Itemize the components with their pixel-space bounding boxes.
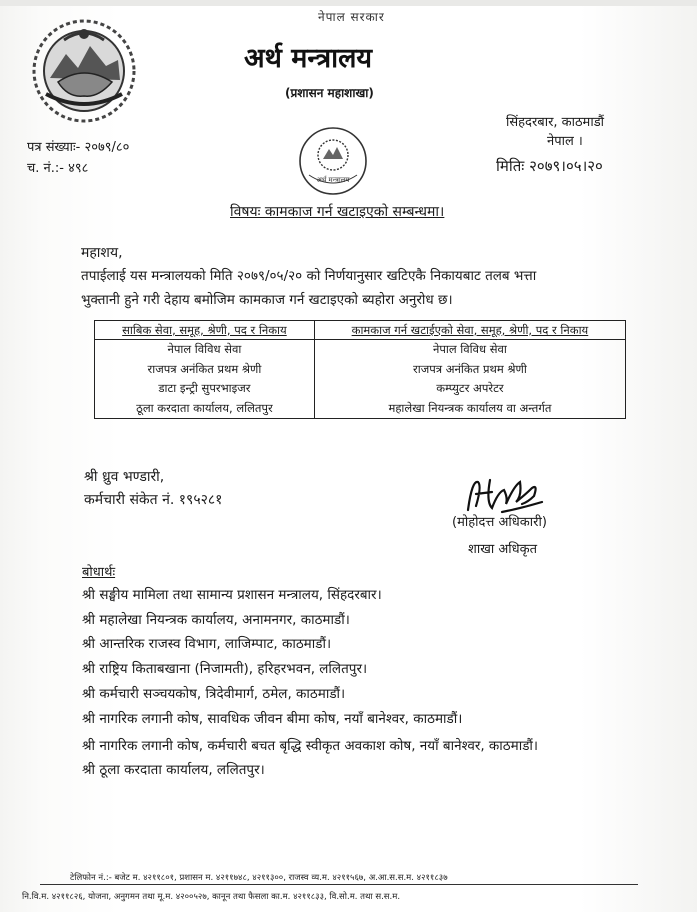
table-cell: नेपाल विविध सेवा <box>314 340 625 360</box>
nepal-emblem-icon <box>28 16 140 126</box>
ministry-seal-icon <box>297 125 369 197</box>
column-header-assigned: कामकाज गर्न खटाईएको सेवा, समूह, श्रेणी, पद र निकाय <box>314 321 625 340</box>
table-cell: नेपाल विविध सेवा <box>95 340 315 360</box>
svg-text:अर्थ मन्त्रालय: अर्थ मन्त्रालय <box>316 176 350 184</box>
table-row <box>95 379 626 399</box>
signatory-name: (मोहोदत्त अधिकारी) <box>452 515 547 530</box>
column-header-previous: साबिक सेवा, समूह, श्रेणी, पद र निकाय <box>95 321 315 340</box>
address-line-1: सिंहदरबार, काठमाडौं <box>506 115 605 130</box>
cc-item: श्री कर्मचारी सञ्चयकोष, त्रिदेवीमार्ग, ठमेल, काठमाडौं। <box>82 686 346 702</box>
letter-date: मितिः २०७९।०५।२० <box>496 157 603 175</box>
table-row <box>95 399 626 419</box>
recipient-employee-code: कर्मचारी संकेत नं. १९५२८१ <box>84 492 223 508</box>
address-line-2: नेपाल । <box>547 134 583 149</box>
table-row <box>95 360 626 380</box>
cc-item: श्री आन्तरिक राजस्व विभाग, लाजिम्पाट, काठमाडौं। <box>82 636 332 652</box>
footer-divider <box>40 884 638 885</box>
government-label: नेपाल सरकार <box>318 10 385 24</box>
cc-item: श्री नागरिक लगानी कोष, कर्मचारी बचत बृद्धि स्वीकृत अवकाश कोष, नयाँ बानेश्वर, काठमाडौं। <box>82 738 539 754</box>
cc-item: श्री नागरिक लगानी कोष, सावधिक जीवन बीमा कोष, नयाँ बानेश्वर, काठमाडौं। <box>82 711 463 727</box>
scan-edge <box>0 0 697 6</box>
body-text-line-1: तपाईलाई यस मन्त्रालयको मिति २०७९/०५/२० को निर्णयानुसार खटिएकै निकायबाट तलब भत्ता <box>81 268 537 284</box>
table-cell: राजपत्र अनंकित प्रथम श्रेणी <box>314 360 625 380</box>
signatory-title: शाखा अधिकृत <box>468 542 538 557</box>
ministry-title: अर्थ मन्त्रालय <box>244 43 373 74</box>
recipient-name: श्री ध्रुव भण्डारी, <box>84 469 165 485</box>
cc-item: श्री महालेखा नियन्त्रक कार्यालय, अनामनगर, काठमाडौं। <box>82 612 350 628</box>
footer-telephone-line-2: नि.वि.म. ४२११८२६, योजना, अनुगमन तथा मू.म. ४२००५२७, कानून तथा फैसला का.म. ४२११८३३, वि.सो.म. तथा स.स.म. <box>22 892 401 902</box>
division-label: (प्रशासन महाशाखा) <box>285 86 374 100</box>
transfer-table <box>94 320 626 419</box>
table-cell: महालेखा नियन्त्रक कार्यालय वा अन्तर्गत <box>314 399 625 419</box>
table-cell: कम्प्युटर अपरेटर <box>314 379 625 399</box>
letter-number: पत्र संख्याः- २०७९/८० <box>27 140 130 155</box>
dispatch-number: च. नं.:- ४९८ <box>27 161 89 176</box>
cc-item: श्री ठूला करदाता कार्यालय, ललितपुर। <box>82 762 265 778</box>
subject-line: विषयः कामकाज गर्न खटाइएको सम्बन्धमा। <box>230 204 445 220</box>
cc-heading: बोधार्थः <box>82 565 116 580</box>
cc-item: श्री सङ्घीय मामिला तथा सामान्य प्रशासन मन्त्रालय, सिंहदरबार। <box>82 587 382 603</box>
table-cell: ठूला करदाता कार्यालय, ललितपुर <box>95 399 315 419</box>
cc-item: श्री राष्ट्रिय किताबखाना (निजामती), हरिहरभवन, ललितपुर। <box>82 661 368 677</box>
table-cell: राजपत्र अनंकित प्रथम श्रेणी <box>95 360 315 380</box>
table-header-row <box>95 321 626 340</box>
table-cell: डाटा इन्ट्री सुपरभाइजर <box>95 379 315 399</box>
salutation: महाशय, <box>81 245 123 261</box>
table-row <box>95 340 626 360</box>
footer-telephone-line-1: टेलिफोन नं.:- बजेट म. ४२११८०१, प्रशासन म. ४२११७४८, ४२११३००, राजस्व व्य.म. ४२११५६७, अ.आ.स.स.म. ४२११८३७ <box>70 873 448 883</box>
body-text-line-2: भुक्तानी हुने गरी देहाय बमोजिम कामकाज गर्न खटाइएको ब्यहोरा अनुरोध छ। <box>81 292 453 308</box>
